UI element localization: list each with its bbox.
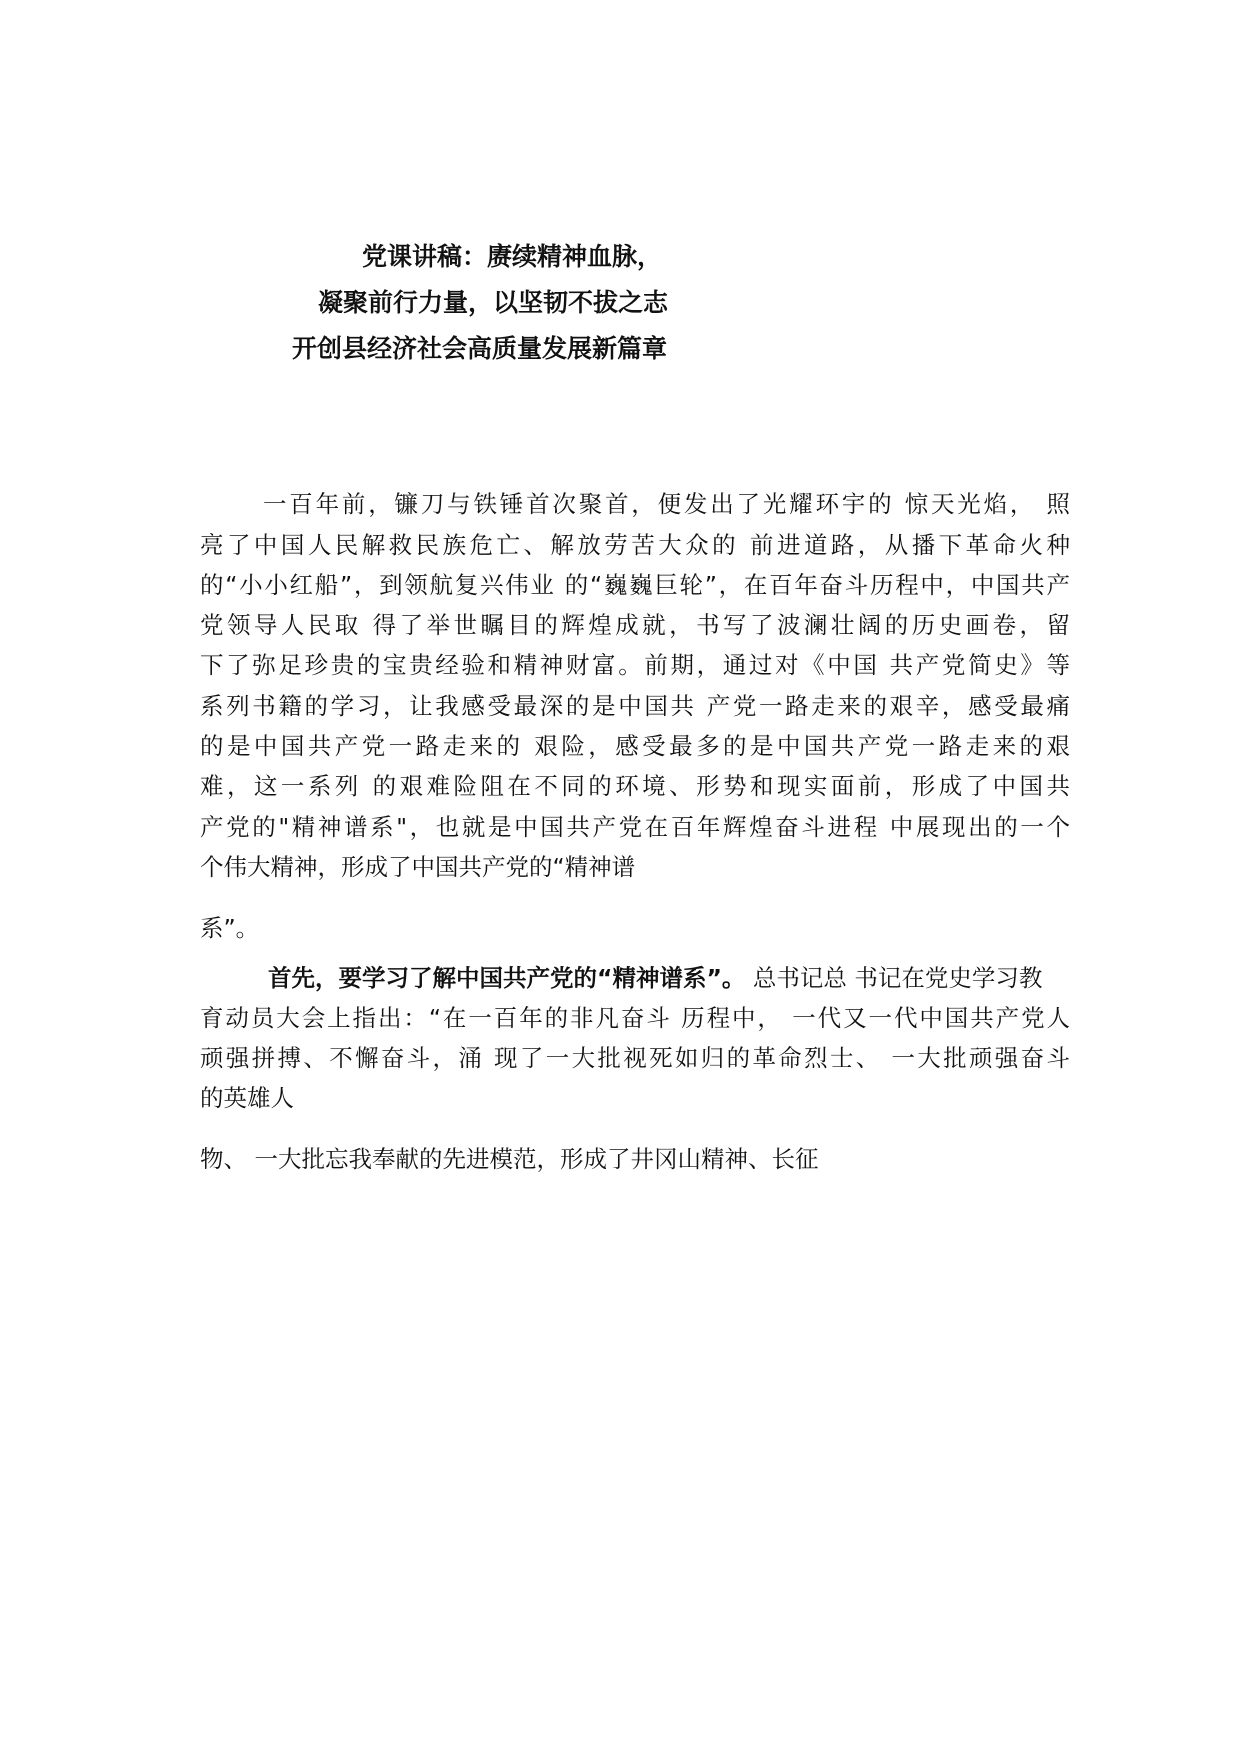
paragraph-1-tail: 系”。 bbox=[200, 914, 260, 942]
paragraph-1-line: 系列书籍的学习，让我感受最深的是中国共 产党一路走来的艰辛，感受最痛 bbox=[200, 692, 1070, 720]
paragraph-1-line: 的“小小红船”，到领航复兴伟业 的“巍巍巨轮”，在百年奋斗历程中，中国共产 bbox=[200, 571, 1070, 599]
paragraph-1-line: 党领导人民取 得了举世瞩目的辉煌成就，书写了波澜壮阔的历史画卷，留 bbox=[200, 611, 1070, 639]
paragraph-2-line: 育动员大会上指出：“在一百年的非凡奋斗 历程中， 一代又一代中国共产党人 bbox=[200, 1004, 1070, 1032]
paragraph-2-heading: 首先，要学习了解中国共产党的“精神谱系”。 bbox=[268, 964, 746, 992]
title-line-3: 开创县经济社会高质量发展新篇章 bbox=[292, 334, 668, 363]
paragraph-1-line: 个伟大精神，形成了中国共产党的“精神谱 bbox=[200, 853, 636, 881]
paragraph-1-line: 产党的"精神谱系"，也就是中国共产党在百年辉煌奋斗进程 中展现出的一个 bbox=[200, 813, 1070, 841]
paragraph-1-line: 亮了中国人民解救民族危亡、解放劳苦大众的 前进道路，从播下革命火种 bbox=[200, 531, 1070, 559]
title-line-1: 党课讲稿：赓续精神血脉， bbox=[362, 242, 663, 271]
paragraph-3-line: 物、 一大批忘我奉献的先进模范，形成了井冈山精神、长征 bbox=[200, 1145, 819, 1173]
paragraph-2-line: 顽强拼搏、不懈奋斗，涌 现了一大批视死如归的革命烈士、 一大批顽强奋斗 bbox=[200, 1044, 1070, 1072]
paragraph-1-line: 难，这一系列 的艰难险阻在不同的环境、形势和现实面前，形成了中国共 bbox=[200, 772, 1070, 800]
paragraph-2-first-line bbox=[268, 963, 1070, 993]
paragraph-1-line: 的是中国共产党一路走来的 艰险，感受最多的是中国共产党一路走来的艰 bbox=[200, 732, 1070, 760]
paragraph-1-line: 一百年前，镰刀与铁锤首次聚首，便发出了光耀环宇的 惊天光焰， 照 bbox=[263, 490, 1070, 518]
paragraph-1-line: 下了弥足珍贵的宝贵经验和精神财富。前期，通过对《中国 共产党简史》等 bbox=[200, 651, 1070, 679]
paragraph-2-line: 的英雄人 bbox=[200, 1084, 294, 1112]
title-line-2: 凝聚前行力量，以坚韧不拔之志 bbox=[318, 288, 669, 317]
paragraph-2-first-rest: 总书记总 书记在党史学习教 bbox=[745, 964, 1043, 992]
